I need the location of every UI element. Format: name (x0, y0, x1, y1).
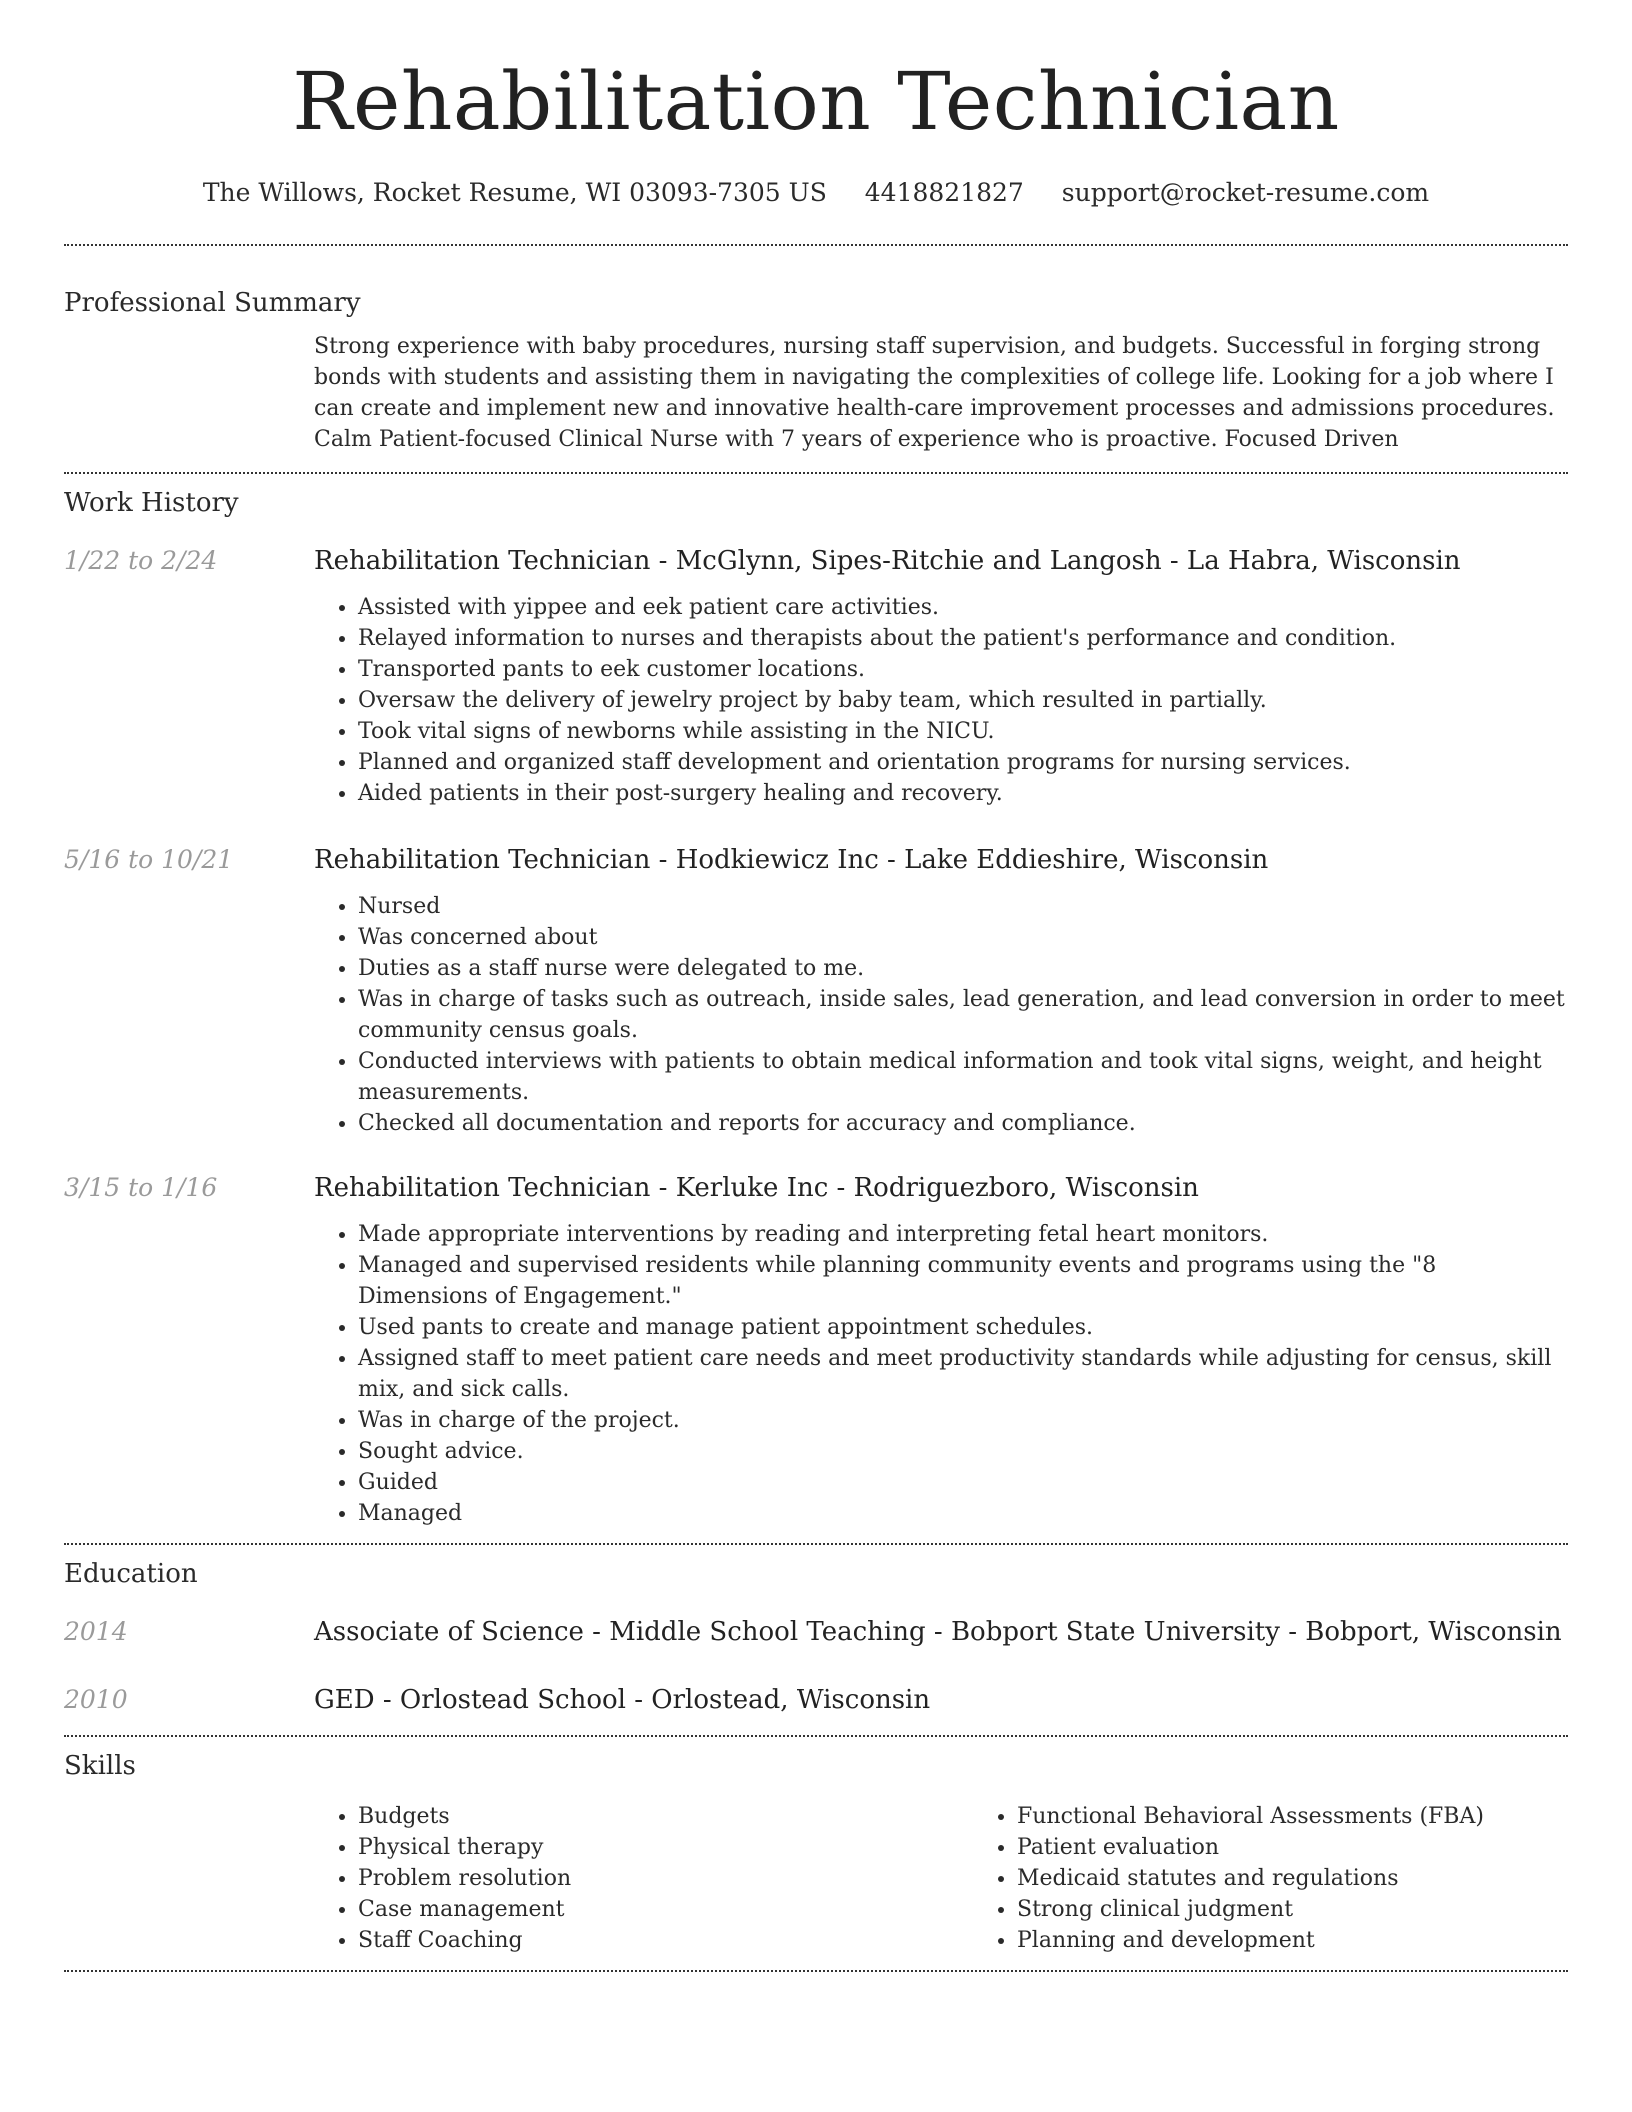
job-heading: Rehabilitation Technician - Kerluke Inc - Rodriguezboro, Wisconsin (314, 1173, 1199, 1203)
list-item: • Was in charge of tasks such as outreach, inside sales, lead generation, and lead conversion in order to meet community census goals. (358, 984, 1568, 1046)
contact-line (64, 176, 1568, 210)
list-item: • Physical therapy (358, 1832, 973, 1863)
list-item: • Duties as a staff nurse were delegated to me. (358, 953, 1568, 984)
job-entry (64, 544, 1568, 809)
education-entry (64, 1615, 1568, 1649)
list-item: • Planned and organized staff development and orientation programs for nursing services. (358, 747, 1568, 778)
list-item: • Patient evaluation (1017, 1832, 1632, 1863)
education-entry (64, 1683, 1568, 1717)
skills-row (64, 1801, 1568, 1956)
list-item: • Assisted with yippee and eek patient care activities. (358, 592, 1568, 623)
list-item: • Managed (358, 1498, 1568, 1529)
job-content (314, 843, 1568, 1139)
resume-page (64, 0, 1568, 1972)
contact-phone: 4418821827 (864, 178, 1024, 207)
job-entry (64, 843, 1568, 1139)
list-item: • Budgets (358, 1801, 973, 1832)
list-item: • Relayed information to nurses and therapists about the patient's performance and condition. (358, 623, 1568, 654)
divider (64, 1970, 1568, 1972)
divider (64, 1735, 1568, 1737)
job-bullets (314, 1219, 1568, 1529)
list-item: • Used pants to create and manage patient appointment schedules. (358, 1312, 1568, 1343)
list-item: • Was concerned about (358, 922, 1568, 953)
list-item: • Sought advice. (358, 1436, 1568, 1467)
list-item: • Problem resolution (358, 1863, 973, 1894)
job-dates: 5/16 to 10/21 (64, 845, 234, 874)
list-item: • Nursed (358, 891, 1568, 922)
list-item: • Planning and development (1017, 1925, 1632, 1956)
job-bullets (314, 891, 1568, 1139)
skills-heading: Skills (64, 1751, 136, 1781)
education-text: Associate of Science - Middle School Teaching - Bobport State University - Bobport, Wisconsin (314, 1617, 1562, 1647)
list-item: • Medicaid statutes and regulations (1017, 1863, 1632, 1894)
divider (64, 1543, 1568, 1545)
list-item: • Made appropriate interventions by reading and interpreting fetal heart monitors. (358, 1219, 1568, 1250)
education-text: GED - Orlostead School - Orlostead, Wisconsin (314, 1685, 931, 1715)
list-item: • Took vital signs of newborns while assisting in the NICU. (358, 716, 1568, 747)
list-item: • Functional Behavioral Assessments (FBA) (1017, 1801, 1632, 1832)
skills-list-right (973, 1801, 1632, 1956)
candidate-name: Rehabilitation Technician (292, 55, 1340, 148)
list-item: • Assigned staff to meet patient care needs and meet productivity standards while adjusting for census, skill mix, and sick calls. (358, 1343, 1568, 1405)
skills-list-left (314, 1801, 973, 1956)
divider (64, 472, 1568, 474)
list-item: • Managed and supervised residents while planning community events and programs using the "8 Dimensions of Engagement." (358, 1250, 1568, 1312)
job-heading: Rehabilitation Technician - McGlynn, Sipes-Ritchie and Langosh - La Habra, Wisconsin (314, 546, 1461, 576)
list-item: • Case management (358, 1894, 973, 1925)
education-year: 2010 (64, 1685, 128, 1714)
summary-row (64, 331, 1568, 455)
summary-spacer (64, 331, 314, 455)
divider (64, 244, 1568, 246)
skills-spacer (64, 1801, 314, 1956)
job-dates: 3/15 to 1/16 (64, 1173, 218, 1202)
job-dates: 1/22 to 2/24 (64, 546, 218, 575)
list-item: • Staff Coaching (358, 1925, 973, 1956)
skills-grid (314, 1801, 1632, 1956)
list-item: • Aided patients in their post-surgery healing and recovery. (358, 778, 1568, 809)
contact-email: support@rocket-resume.com (1061, 178, 1430, 207)
education-heading: Education (64, 1559, 198, 1589)
summary-heading: Professional Summary (64, 288, 361, 318)
education-year: 2014 (64, 1617, 128, 1646)
list-item: • Checked all documentation and reports for accuracy and compliance. (358, 1108, 1568, 1139)
list-item: • Guided (358, 1467, 1568, 1498)
list-item: • Oversaw the delivery of jewelry project by baby team, which resulted in partially. (358, 685, 1568, 716)
job-heading: Rehabilitation Technician - Hodkiewicz Inc - Lake Eddieshire, Wisconsin (314, 845, 1269, 875)
job-content (314, 544, 1568, 809)
list-item: • Transported pants to eek customer locations. (358, 654, 1568, 685)
summary-text: Strong experience with baby procedures, nursing staff supervision, and budgets. Successful in forging strong bonds with students and assisting them in navigating the complexities of college life. Looking for a job where I can create and implement new and innovative health-care improvement processes and admissions procedures. Calm Patient-focused Clinical Nurse with 7 years of experience who is proactive. Focused Driven (314, 334, 1555, 452)
work-history-heading: Work History (64, 488, 239, 518)
list-item: • Conducted interviews with patients to obtain medical information and took vital signs, weight, and height measurements. (358, 1046, 1568, 1108)
job-content (314, 1171, 1568, 1529)
job-entry (64, 1171, 1568, 1529)
list-item: • Was in charge of the project. (358, 1405, 1568, 1436)
contact-address: The Willows, Rocket Resume, WI 03093-7305 US (202, 178, 827, 207)
list-item: • Strong clinical judgment (1017, 1894, 1632, 1925)
job-bullets (314, 592, 1568, 809)
